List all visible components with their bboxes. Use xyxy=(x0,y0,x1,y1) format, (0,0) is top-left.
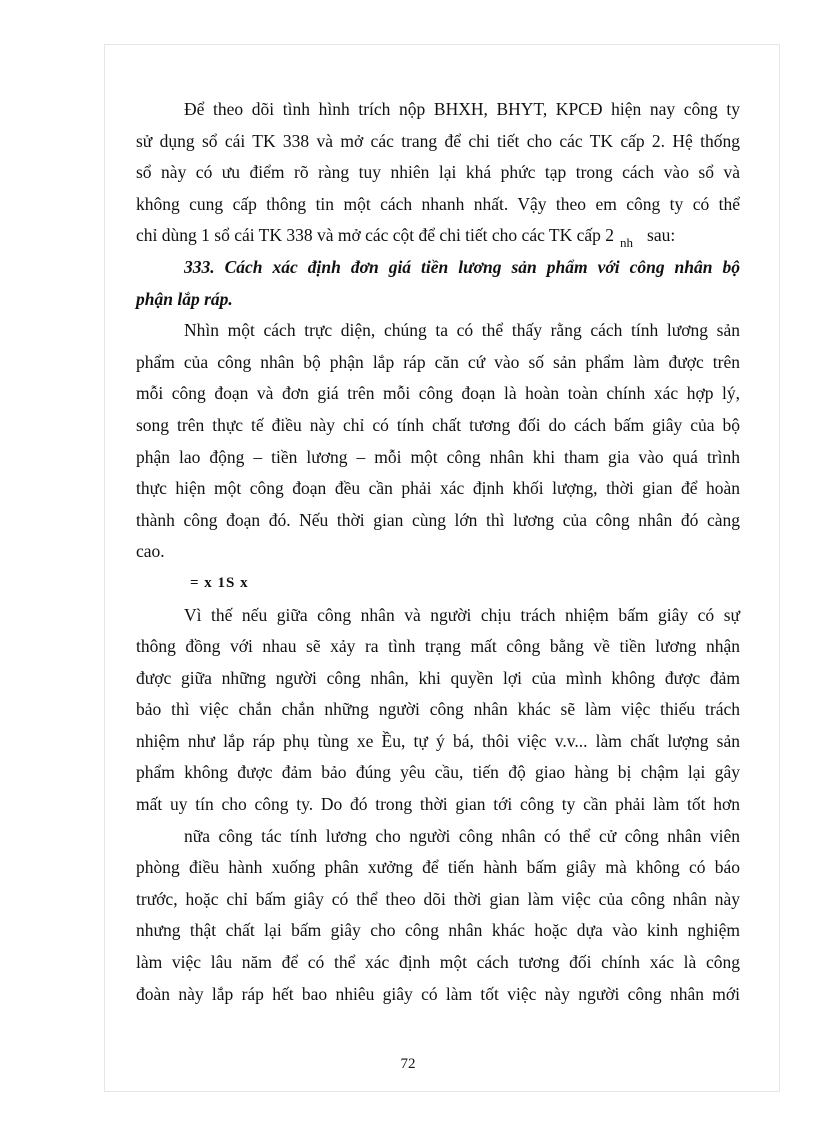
paragraph-line: đoàn này lắp ráp hết bao nhiêu giây có làm tốt việc này người công nhân mới xyxy=(136,983,740,1004)
paragraph-line: nhưng thật chất lại bấm giây cho công nhân khác hoặc dựa vào kinh nghiệm xyxy=(136,920,740,941)
paragraph-line: Để theo dõi tình hình trích nộp BHXH, BHYT, KPCĐ hiện nay công ty xyxy=(184,99,740,119)
paragraph-line: phận lao động – tiền lương – mỗi một công nhân khi tham gia vào quá trình xyxy=(136,446,740,467)
paragraph-line: được giữa những người công nhân, khi quyền lợi của mình không được đảm xyxy=(136,667,740,688)
paragraph-line: song trên thực tế điều này chỉ có tính chất tương đối do cách bấm giây của bộ xyxy=(136,414,740,435)
paragraph-line: nữa công tác tính lương cho người công nhân có thể cử công nhân viên xyxy=(184,825,740,846)
paragraph-line: cao. xyxy=(136,541,165,562)
line-suffix: sau: xyxy=(647,225,676,246)
paragraph-line: Nhìn một cách trực diện, chúng ta có thể thấy rằng cách tính lương sản xyxy=(184,320,740,341)
paragraph-line xyxy=(136,220,740,252)
line-text: chỉ dùng 1 sổ cái TK 338 và mở các cột để chi tiết cho các TK cấp 2 xyxy=(136,225,615,246)
paragraph-line: trước, hoặc chỉ bấm giây có thể theo dõi thời gian làm việc của công nhân này xyxy=(136,888,740,909)
paragraph-line: bảo thì việc chắn chắn những người công nhân khác sẽ làm việc thiếu trách xyxy=(136,699,740,720)
paragraph-line: mỗi công đoạn và đơn giá trên mỗi công đoạn là hoàn toàn chính xác hợp lý, xyxy=(136,383,740,404)
paragraph-line: sổ này có ưu điểm rõ ràng tuy nhiên lại khá phức tạp trong cách vào sổ và xyxy=(136,162,740,183)
subscript-text: nh xyxy=(620,235,634,251)
document-body xyxy=(136,94,740,1010)
formula-line: = x 1S x xyxy=(190,574,249,591)
paragraph-line: thực hiện một công đoạn đều cần phải xác định khối lượng, thời gian để hoàn xyxy=(136,478,740,499)
page-number: 72 xyxy=(400,1056,416,1072)
paragraph-line: phẩm không được đảm bảo đúng yêu cầu, tiến độ giao hàng bị chậm lại gây xyxy=(136,762,740,783)
paragraph-line: thành công đoạn đó. Nếu thời gian cùng lớn thì lương của công nhân đó càng xyxy=(136,509,740,530)
paragraph-line: không cung cấp thông tin một cách nhanh nhất. Vậy theo em công ty có thể xyxy=(136,193,740,214)
paragraph-line: phòng điều hành xuống phân xưởng để tiến hành bấm giây mà không có báo xyxy=(136,857,740,878)
paragraph-line: sử dụng sổ cái TK 338 và mở các trang để chi tiết cho các TK cấp 2. Hệ thống xyxy=(136,130,740,151)
section-heading-continued: phận lắp ráp. xyxy=(136,288,233,309)
paragraph-line: Vì thế nếu giữa công nhân và người chịu trách nhiệm bấm giây có sự xyxy=(184,604,740,625)
paragraph-line: mất uy tín cho công ty. Do đó trong thời gian tới công ty cần phải làm tốt hơn xyxy=(136,794,740,815)
paragraph-line: thông đồng với nhau sẽ xảy ra tình trạng mất công bằng về tiền lương nhận xyxy=(136,636,740,657)
paragraph-line: làm việc lâu năm để có thể xác định một cách tương đối chính xác là công xyxy=(136,952,740,973)
section-heading: 333. Cách xác định đơn giá tiền lương sản phẩm với công nhân bộ xyxy=(184,256,740,277)
paragraph-line: nhiệm như lắp ráp phụ tùng xe Ều, tự ý bá, thôi việc v.v... làm chất lượng sản xyxy=(136,730,740,751)
paragraph-line: phẩm của công nhân bộ phận lắp ráp căn cứ vào số sản phẩm làm được trên xyxy=(136,351,740,372)
